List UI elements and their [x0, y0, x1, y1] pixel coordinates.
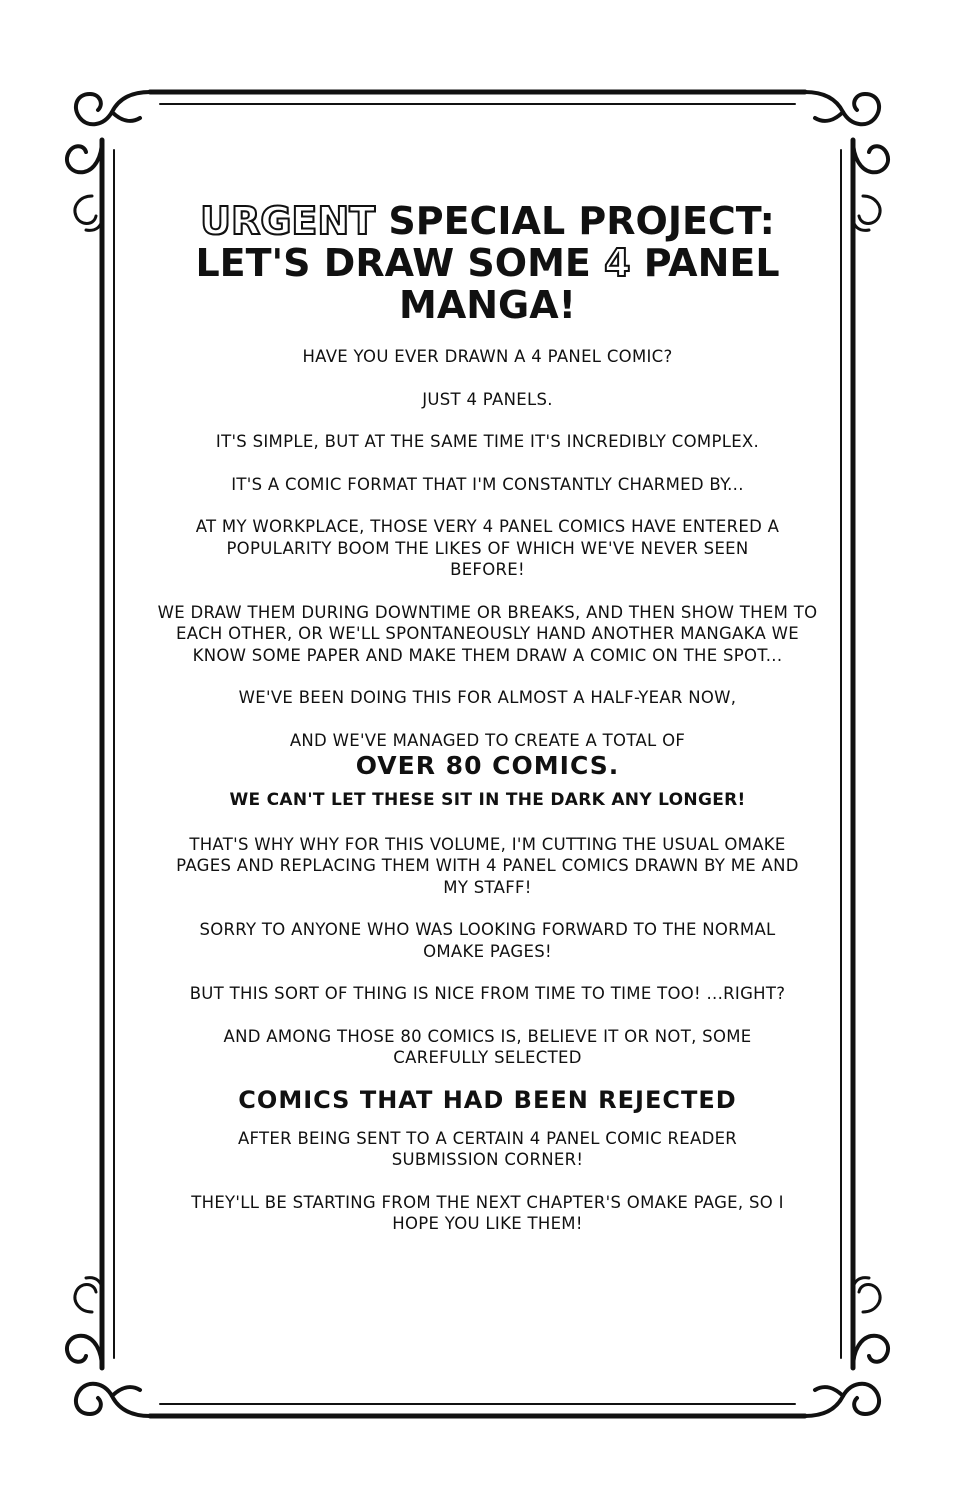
paragraph: THAT'S WHY WHY FOR THIS VOLUME, I'M CUTTING THE USUAL OMAKE PAGES AND REPLACING THEM WITH 4 PANEL COMICS DRAWN BY ME AND MY STAFF!	[176, 834, 799, 897]
paragraph: WE'VE BEEN DOING THIS FOR ALMOST A HALF-YEAR NOW,	[238, 688, 737, 707]
paragraph: WE DRAW THEM DURING DOWNTIME OR BREAKS, AND THEN SHOW THEM TO EACH OTHER, OR WE'LL SPONTANEOUSLY HAND ANOTHER MANGAKA WE KNOW SOME PAPER AND MAKE THEM DRAW A COMIC ON THE SPOT...	[157, 602, 818, 665]
paragraph: AND AMONG THOSE 80 COMICS IS, BELIEVE IT OR NOT, SOME CAREFULLY SELECTED	[223, 1026, 752, 1067]
paragraph: AT MY WORKPLACE, THOSE VERY 4 PANEL COMICS HAVE ENTERED A POPULARITY BOOM THE LIKES OF WHICH WE'VE NEVER SEEN BEFORE!	[195, 517, 780, 579]
title-line-1-text: SPECIAL PROJECT:	[375, 199, 775, 243]
paragraph: AND WE'VE MANAGED TO CREATE A TOTAL OF	[289, 730, 686, 750]
title-four: 4	[604, 241, 631, 285]
emphasis-over-80: OVER 80 COMICS.	[355, 751, 620, 780]
urgent-label: URGENT	[200, 199, 376, 243]
title-line-1	[150, 200, 825, 242]
paragraph: AFTER BEING SENT TO A CERTAIN 4 PANEL COMIC READER SUBMISSION CORNER!	[237, 1128, 738, 1169]
title-line-2	[150, 242, 825, 284]
paragraph: IT'S A COMIC FORMAT THAT I'M CONSTANTLY CHARMED BY...	[231, 474, 744, 494]
title-line-3: MANGA!	[399, 283, 576, 327]
paragraph: HAVE YOU EVER DRAWN A 4 PANEL COMIC?	[302, 347, 673, 366]
paragraph: IT'S SIMPLE, BUT AT THE SAME TIME IT'S INCREDIBLY COMPLEX.	[215, 432, 760, 451]
title-line-2b: PANEL	[630, 241, 780, 285]
emphasis-rejected: COMICS THAT HAD BEEN REJECTED	[238, 1085, 737, 1114]
page-content	[150, 200, 825, 1256]
corner-ornament-bottom-left	[67, 1278, 150, 1416]
title-line-2a: LET'S DRAW SOME	[195, 241, 605, 285]
page-title	[150, 200, 825, 326]
corner-ornament-bottom-right	[805, 1278, 888, 1416]
corner-ornament-top-left	[67, 92, 150, 230]
paragraph: JUST 4 PANELS.	[422, 389, 553, 409]
paragraph: BUT THIS SORT OF THING IS NICE FROM TIME TO TIME TOO! ...RIGHT?	[189, 984, 786, 1003]
emphasis-line: WE CAN'T LET THESE SIT IN THE DARK ANY LONGER!	[229, 790, 746, 810]
paragraph: THEY'LL BE STARTING FROM THE NEXT CHAPTER'S OMAKE PAGE, SO I HOPE YOU LIKE THEM!	[191, 1192, 784, 1233]
paragraph: SORRY TO ANYONE WHO WAS LOOKING FORWARD TO THE NORMAL OMAKE PAGES!	[199, 920, 776, 961]
